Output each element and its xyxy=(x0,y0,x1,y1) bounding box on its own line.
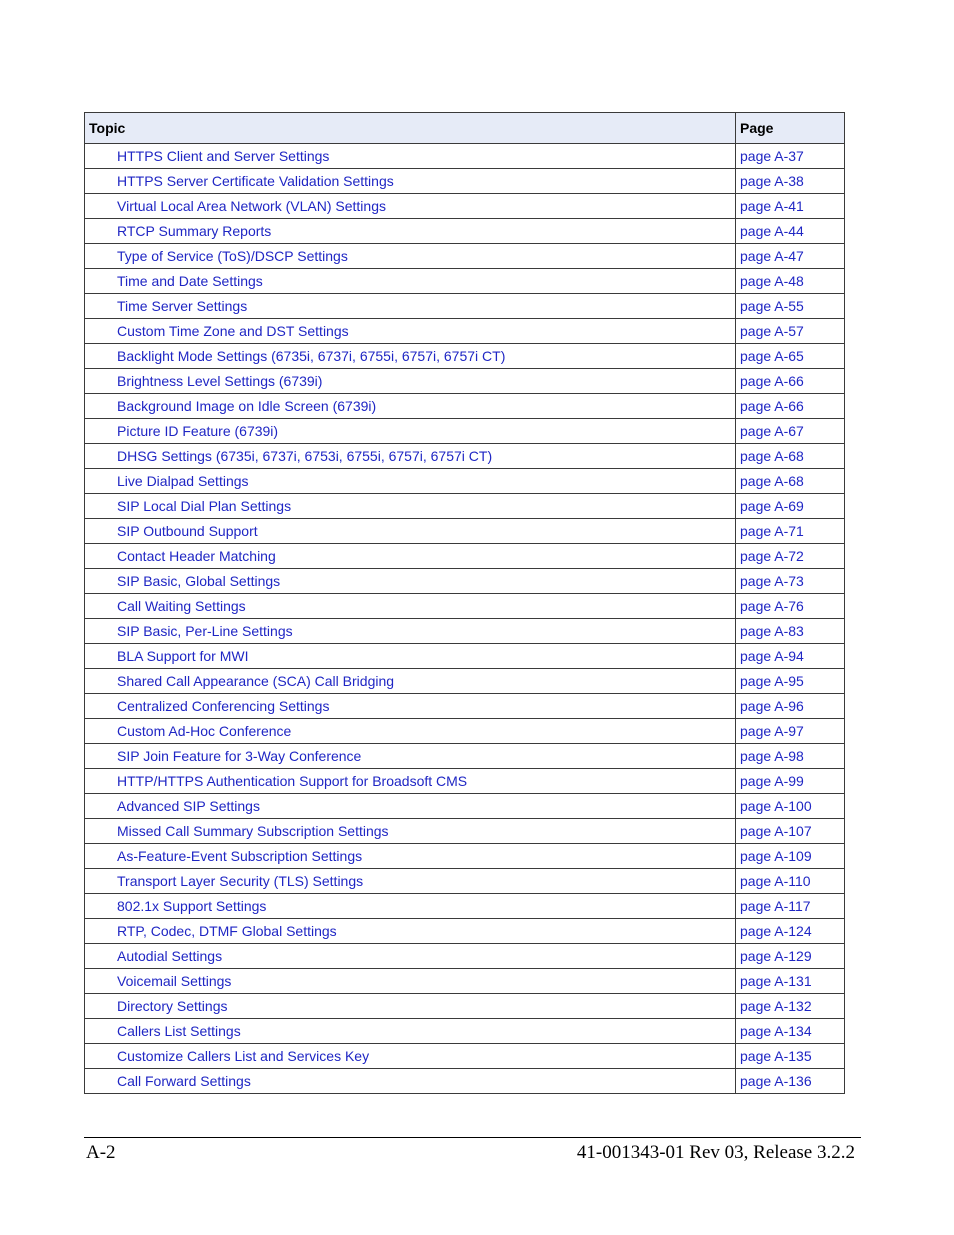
page-link[interactable]: page A-41 xyxy=(736,194,845,219)
table-row xyxy=(85,794,845,819)
page-link[interactable]: page A-71 xyxy=(736,519,845,544)
page-link[interactable]: page A-109 xyxy=(736,844,845,869)
table-row xyxy=(85,694,845,719)
page-link[interactable]: page A-95 xyxy=(736,669,845,694)
topic-link[interactable]: Missed Call Summary Subscription Settings xyxy=(85,819,736,844)
topic-link[interactable]: Backlight Mode Settings (6735i, 6737i, 6755i, 6757i, 6757i CT) xyxy=(85,344,736,369)
topic-link[interactable]: Contact Header Matching xyxy=(85,544,736,569)
topic-link[interactable]: Shared Call Appearance (SCA) Call Bridging xyxy=(85,669,736,694)
table-row xyxy=(85,344,845,369)
topic-link[interactable]: HTTPS Client and Server Settings xyxy=(85,144,736,169)
table-row xyxy=(85,594,845,619)
table-row xyxy=(85,969,845,994)
page-link[interactable]: page A-44 xyxy=(736,219,845,244)
topic-link[interactable]: SIP Join Feature for 3-Way Conference xyxy=(85,744,736,769)
table-row xyxy=(85,369,845,394)
toc-table xyxy=(84,112,845,1094)
page-link[interactable]: page A-48 xyxy=(736,269,845,294)
table-row xyxy=(85,419,845,444)
table-row xyxy=(85,619,845,644)
topic-link[interactable]: HTTP/HTTPS Authentication Support for Broadsoft CMS xyxy=(85,769,736,794)
table-row xyxy=(85,719,845,744)
page-link[interactable]: page A-97 xyxy=(736,719,845,744)
table-row xyxy=(85,744,845,769)
page-link[interactable]: page A-68 xyxy=(736,469,845,494)
table-row xyxy=(85,869,845,894)
page-link[interactable]: page A-96 xyxy=(736,694,845,719)
table-row xyxy=(85,919,845,944)
page-link[interactable]: page A-131 xyxy=(736,969,845,994)
toc-body xyxy=(85,144,845,1094)
footer-divider xyxy=(84,1137,861,1138)
table-row xyxy=(85,269,845,294)
page-link[interactable]: page A-57 xyxy=(736,319,845,344)
page-link[interactable]: page A-65 xyxy=(736,344,845,369)
page-link[interactable]: page A-83 xyxy=(736,619,845,644)
table-row xyxy=(85,1044,845,1069)
topic-link[interactable]: Picture ID Feature (6739i) xyxy=(85,419,736,444)
topic-link[interactable]: Time and Date Settings xyxy=(85,269,736,294)
page-link[interactable]: page A-37 xyxy=(736,144,845,169)
table-row xyxy=(85,1019,845,1044)
page-link[interactable]: page A-129 xyxy=(736,944,845,969)
table-row xyxy=(85,669,845,694)
topic-link[interactable]: SIP Outbound Support xyxy=(85,519,736,544)
topic-link[interactable]: Centralized Conferencing Settings xyxy=(85,694,736,719)
table-row xyxy=(85,244,845,269)
table-row xyxy=(85,144,845,169)
table-row xyxy=(85,394,845,419)
topic-link[interactable]: Live Dialpad Settings xyxy=(85,469,736,494)
topic-link[interactable]: HTTPS Server Certificate Validation Settings xyxy=(85,169,736,194)
page-link[interactable]: page A-47 xyxy=(736,244,845,269)
table-row xyxy=(85,519,845,544)
table-row xyxy=(85,569,845,594)
table-row xyxy=(85,194,845,219)
table-row xyxy=(85,169,845,194)
table-row xyxy=(85,294,845,319)
topic-link[interactable]: Custom Ad-Hoc Conference xyxy=(85,719,736,744)
page-link[interactable]: page A-66 xyxy=(736,369,845,394)
topic-link[interactable]: Advanced SIP Settings xyxy=(85,794,736,819)
footer-page-number: A-2 xyxy=(86,1142,116,1163)
footer-document-id: 41-001343-01 Rev 03, Release 3.2.2 xyxy=(576,1142,855,1163)
topic-link[interactable]: 802.1x Support Settings xyxy=(85,894,736,919)
topic-column-header: Topic xyxy=(85,113,736,144)
topic-link[interactable]: RTCP Summary Reports xyxy=(85,219,736,244)
table-row xyxy=(85,444,845,469)
page-link[interactable]: page A-132 xyxy=(736,994,845,1019)
page-link[interactable]: page A-55 xyxy=(736,294,845,319)
topic-link[interactable]: Brightness Level Settings (6739i) xyxy=(85,369,736,394)
page-link[interactable]: page A-100 xyxy=(736,794,845,819)
topic-link[interactable]: DHSG Settings (6735i, 6737i, 6753i, 6755i, 6757i, 6757i CT) xyxy=(85,444,736,469)
topic-link[interactable]: Transport Layer Security (TLS) Settings xyxy=(85,869,736,894)
page-link[interactable]: page A-117 xyxy=(736,894,845,919)
page-link[interactable]: page A-72 xyxy=(736,544,845,569)
page-link[interactable]: page A-68 xyxy=(736,444,845,469)
page-link[interactable]: page A-94 xyxy=(736,644,845,669)
page-link[interactable]: page A-124 xyxy=(736,919,845,944)
topic-link[interactable]: As-Feature-Event Subscription Settings xyxy=(85,844,736,869)
table-row xyxy=(85,219,845,244)
table-row xyxy=(85,544,845,569)
page-link[interactable]: page A-110 xyxy=(736,869,845,894)
topic-link[interactable]: Virtual Local Area Network (VLAN) Settings xyxy=(85,194,736,219)
table-row xyxy=(85,469,845,494)
topic-link[interactable]: Directory Settings xyxy=(85,994,736,1019)
topic-link[interactable]: SIP Basic, Global Settings xyxy=(85,569,736,594)
page-link[interactable]: page A-67 xyxy=(736,419,845,444)
page-link[interactable]: page A-38 xyxy=(736,169,845,194)
topic-link[interactable]: Time Server Settings xyxy=(85,294,736,319)
table-row xyxy=(85,944,845,969)
page-link[interactable]: page A-69 xyxy=(736,494,845,519)
topic-link[interactable]: Callers List Settings xyxy=(85,1019,736,1044)
page-link[interactable]: page A-134 xyxy=(736,1019,845,1044)
page-link[interactable]: page A-99 xyxy=(736,769,845,794)
topic-link[interactable]: Call Waiting Settings xyxy=(85,594,736,619)
table-row xyxy=(85,769,845,794)
table-row xyxy=(85,494,845,519)
page-link[interactable]: page A-107 xyxy=(736,819,845,844)
topic-link[interactable]: Voicemail Settings xyxy=(85,969,736,994)
table-row xyxy=(85,994,845,1019)
table-row xyxy=(85,319,845,344)
topic-link[interactable]: Custom Time Zone and DST Settings xyxy=(85,319,736,344)
page-link[interactable]: page A-66 xyxy=(736,394,845,419)
topic-link[interactable]: Autodial Settings xyxy=(85,944,736,969)
page-link[interactable]: page A-135 xyxy=(736,1044,845,1069)
page-link[interactable]: page A-98 xyxy=(736,744,845,769)
topic-link[interactable]: Background Image on Idle Screen (6739i) xyxy=(85,394,736,419)
topic-link[interactable]: Customize Callers List and Services Key xyxy=(85,1044,736,1069)
topic-link[interactable]: Type of Service (ToS)/DSCP Settings xyxy=(85,244,736,269)
table-row xyxy=(85,894,845,919)
table-row xyxy=(85,844,845,869)
page-link[interactable]: page A-136 xyxy=(736,1069,845,1094)
page-link[interactable]: page A-73 xyxy=(736,569,845,594)
table-header-row xyxy=(85,113,845,144)
page-column-header: Page xyxy=(736,113,845,144)
page-link[interactable]: page A-76 xyxy=(736,594,845,619)
table-row xyxy=(85,1069,845,1094)
topic-link[interactable]: RTP, Codec, DTMF Global Settings xyxy=(85,919,736,944)
table-row xyxy=(85,644,845,669)
table-row xyxy=(85,819,845,844)
topic-link[interactable]: BLA Support for MWI xyxy=(85,644,736,669)
topic-link[interactable]: Call Forward Settings xyxy=(85,1069,736,1094)
topic-link[interactable]: SIP Local Dial Plan Settings xyxy=(85,494,736,519)
topic-link[interactable]: SIP Basic, Per-Line Settings xyxy=(85,619,736,644)
